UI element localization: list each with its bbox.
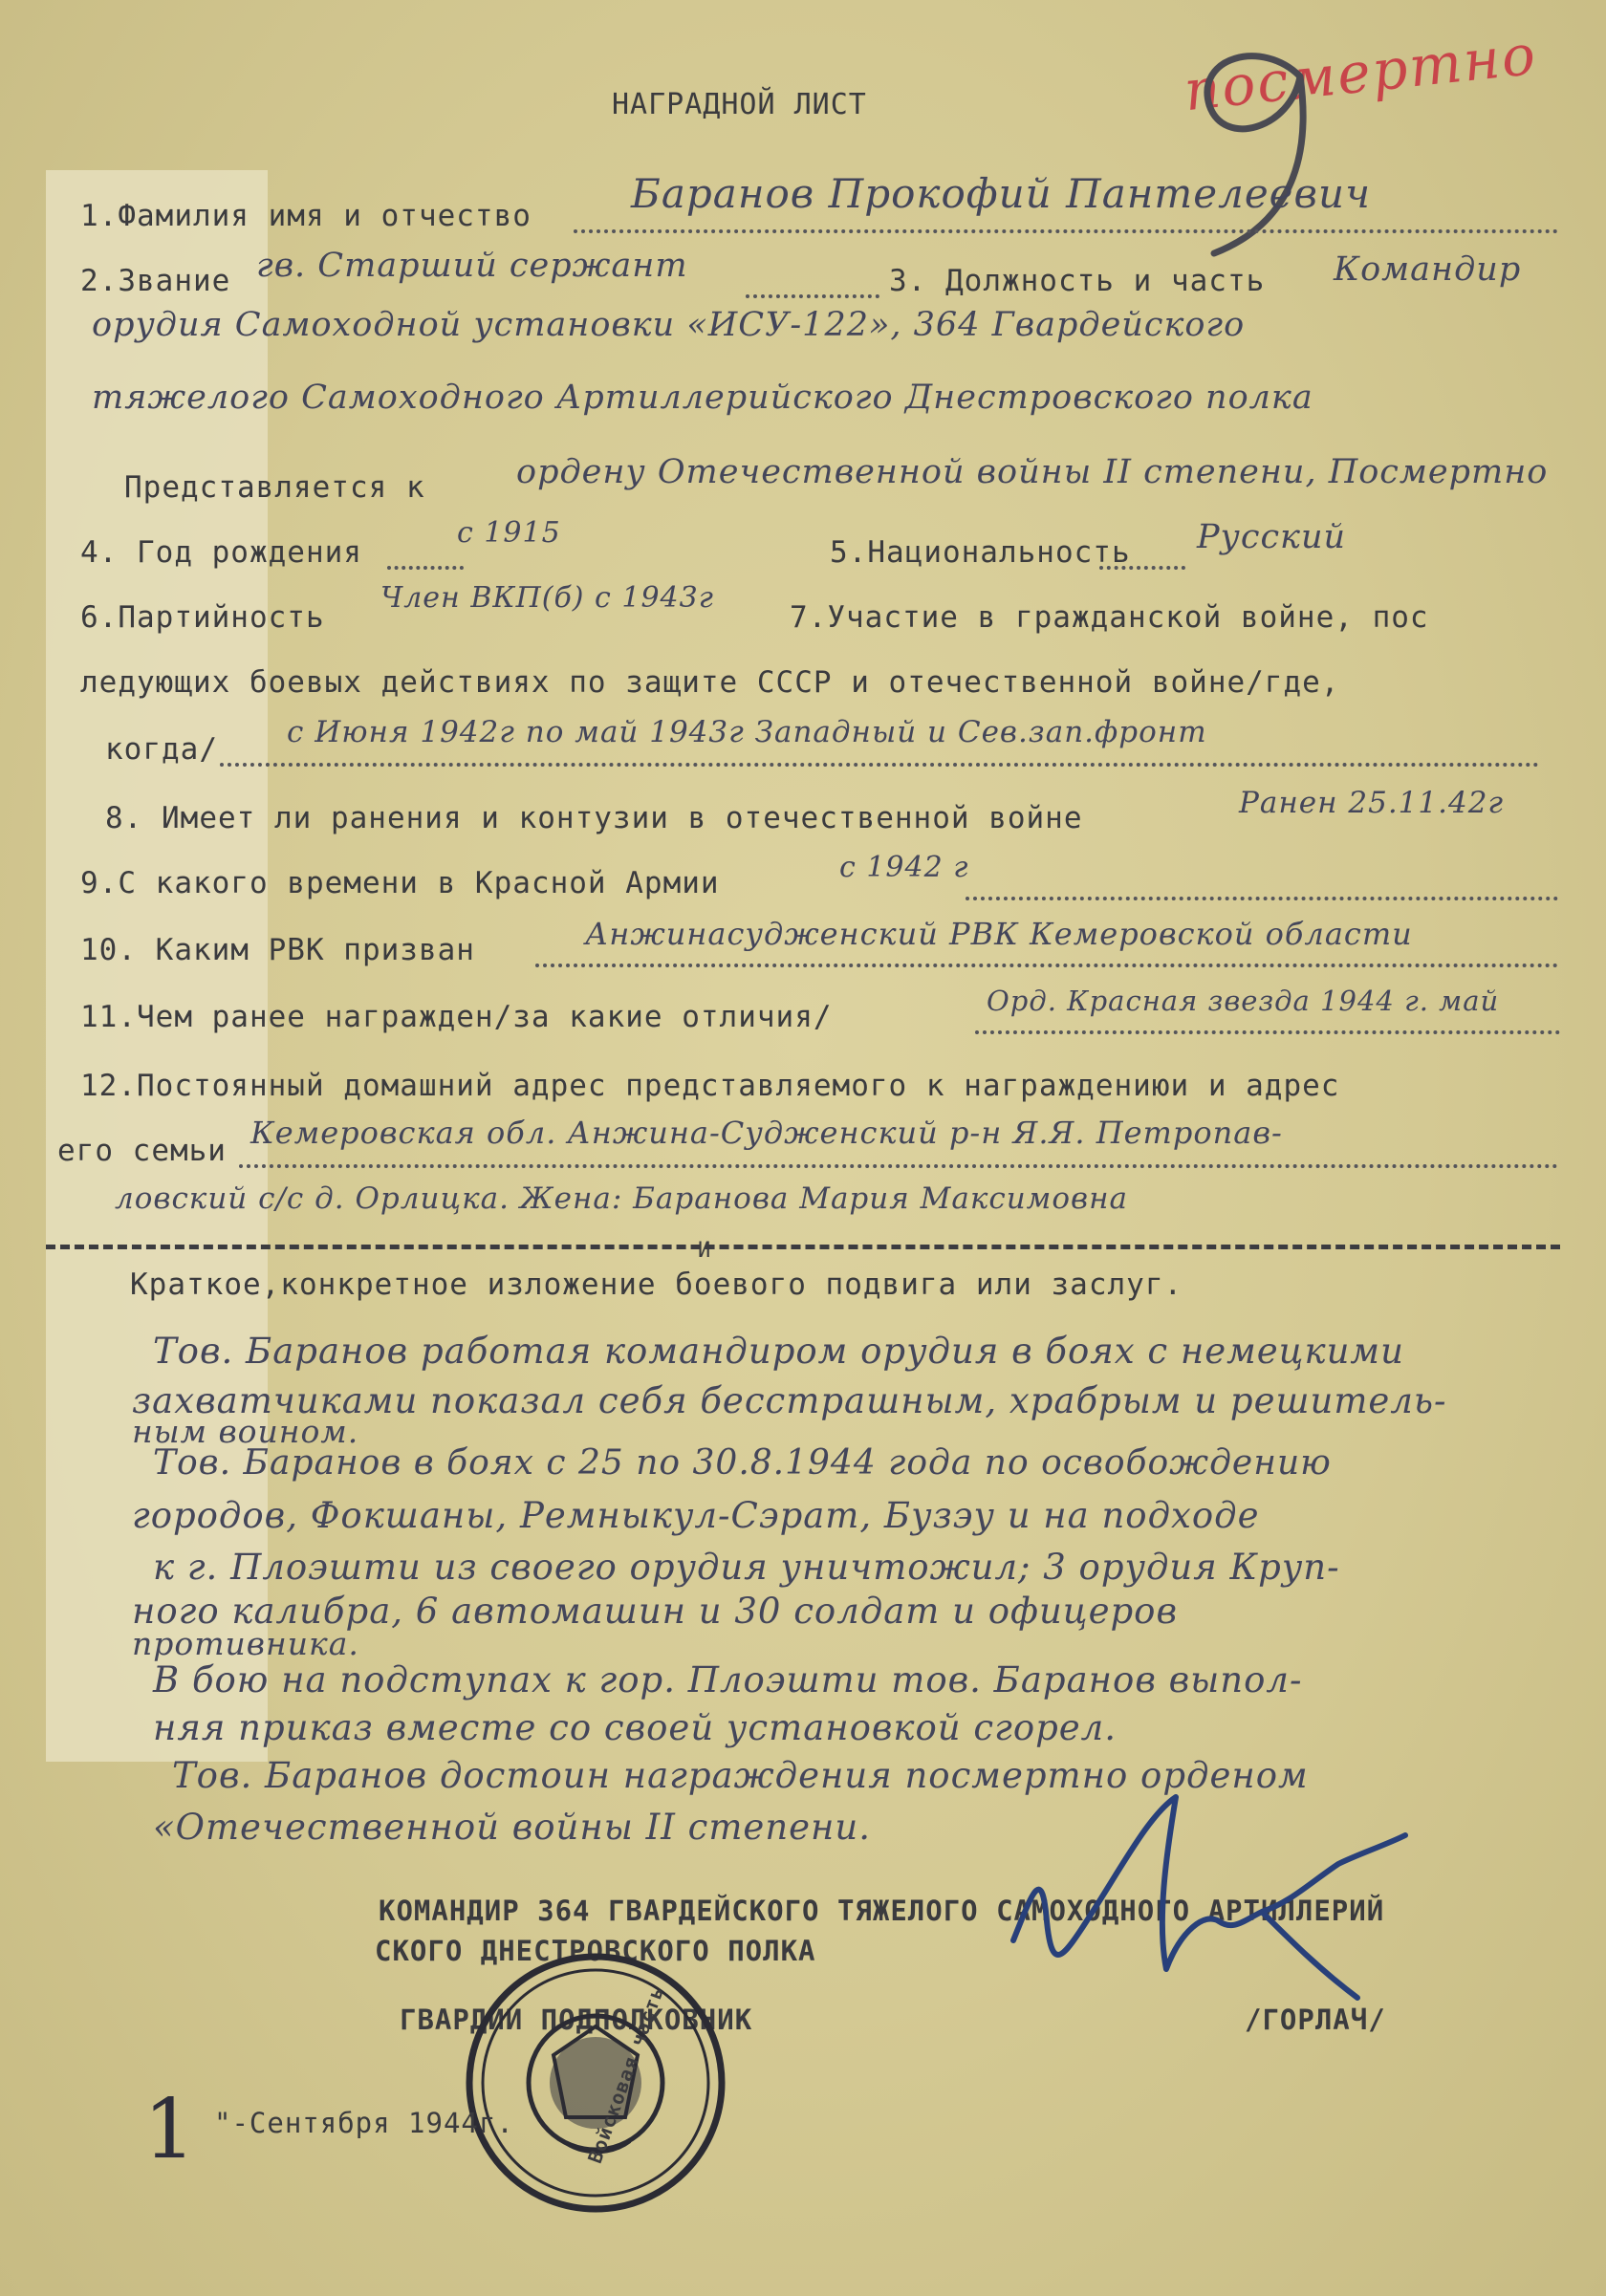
dotted-line (387, 566, 464, 570)
feat-line: противника. (132, 1625, 359, 1662)
dotted-line (966, 897, 1558, 900)
feat-line: захватчиками показал себя бесстрашным, храбрым и решитель- (132, 1380, 1447, 1421)
commander-line-1: КОМАНДИР 364 ГВАРДЕЙСКОГО ТЯЖЕЛОГО САМОХОДНОГО АРТИЛЛЕРИЙ (379, 1895, 1385, 1927)
feat-line: Тов. Баранов в боях с 25 по 30.8.1944 года по освобождению (153, 1443, 1332, 1483)
field-7-label-c: когда/ (105, 732, 218, 767)
feat-line: няя приказ вместе со своей установкой сгорел. (153, 1707, 1117, 1748)
feat-line: Тов. Баранов работая командиром орудия в боях с немецкими (153, 1331, 1404, 1372)
presented-value: ордену Отечественной войны II степени, Посмертно (516, 453, 1549, 491)
field-12-value-b: ловский с/с д. Орлицка. Жена: Баранова Мария Максимовна (115, 1181, 1128, 1216)
field-12-label-a: 12.Постоянный домашний адрес представляемого к награждениюи и адрес (80, 1069, 1340, 1103)
field-10-value: Анжинасудженский РВК Кемеровской области (585, 916, 1413, 952)
feat-line: ного калибра, 6 автомашин и 30 солдат и офицеров (132, 1591, 1178, 1632)
feat-line: ным воином. (132, 1413, 359, 1450)
field-5-value: Русский (1197, 518, 1347, 556)
field-3-value-c: тяжелого Самоходного Артиллерийского Днестровского полка (92, 379, 1313, 417)
field-9-value: с 1942 г (839, 851, 969, 884)
feat-heading: Краткое,конкретное изложение боевого подвига или заслуг. (130, 1267, 1183, 1302)
field-2-label: 2.Звание (80, 264, 231, 298)
field-10-label: 10. Каким РВК призван (80, 933, 475, 967)
feat-line: к г. Плоэшти из своего орудия уничтожил; 3 орудия Круп- (153, 1547, 1340, 1588)
commander-signature (975, 1778, 1424, 2026)
feat-line: «Отечественной войны II степени. (153, 1807, 872, 1848)
field-7-label-a: 7.Участие в гражданской войне, пос (790, 600, 1429, 635)
dotted-line (574, 229, 1558, 233)
field-3-value-b: орудия Самоходной установки «ИСУ-122», 364 Гвардейского (92, 306, 1246, 344)
field-12-label-b: его семьи (57, 1134, 227, 1168)
field-5-label: 5.Национальность (830, 535, 1131, 570)
dotted-line (746, 294, 879, 298)
section-divider (46, 1245, 1560, 1249)
and-letter: И (698, 1239, 712, 1263)
dotted-line (1099, 566, 1185, 570)
commander-rank: ГВАРДИИ ПОДПОЛКОВНИК (400, 2004, 753, 2036)
commander-name: /ГОРЛАЧ/ (1245, 2004, 1386, 2036)
dotted-line (975, 1030, 1560, 1034)
pencil-nine-mark (1157, 38, 1338, 268)
field-6-label: 6.Партийность (80, 600, 325, 635)
field-9-label: 9.С какого времени в Красной Армии (80, 866, 720, 900)
field-12-value-a: Кемеровская обл. Анжина-Судженский р-н Я.Я. Петропав- (250, 1115, 1283, 1151)
seal-caption: Войсковая часть (583, 1982, 669, 2167)
commander-line-2: СКОГО ДНЕСТРОВСКОГО ПОЛКА (375, 1935, 816, 1967)
field-7-value: с Июня 1942г по май 1943г Западный и Сев.зап.фронт (287, 715, 1207, 749)
field-6-value: Член ВКП(б) с 1943г (380, 581, 714, 615)
field-1-value: Баранов Прокофий Пантелеевич (631, 170, 1372, 217)
field-8-value: Ранен 25.11.42г (1239, 786, 1505, 820)
field-2-value: гв. Старший сержант (256, 247, 688, 285)
field-4-value: с 1915 (457, 516, 561, 550)
field-8-label: 8. Имеет ли ранения и контузии в отечественной войне (105, 801, 1083, 835)
feat-line: В бою на подступах к гор. Плоэшти тов. Баранов выпол- (153, 1659, 1303, 1700)
field-11-value: Орд. Красная звезда 1944 г. май (987, 985, 1500, 1017)
red-annotation: посмертно (1181, 21, 1540, 124)
dotted-line (535, 964, 1558, 967)
military-unit-seal (463, 1950, 728, 2216)
field-1-label: 1.Фамилия имя и отчество (80, 199, 532, 233)
date-line: "-Сентября 1944г. (214, 2107, 514, 2139)
dotted-line (239, 1164, 1558, 1168)
feat-line: городов, Фокшаны, Ремныкул-Сэрат, Бузэу и на подходе (132, 1495, 1260, 1536)
field-3-label: 3. Должность и часть (889, 264, 1266, 298)
dotted-line (220, 763, 1539, 767)
presented-label: Представляется к (124, 470, 425, 505)
document-title: НАГРАДНОЙ ЛИСТ (612, 88, 867, 121)
field-7-label-b: ледующих боевых действиях по защите СССР и отечественной войне/где, (80, 665, 1340, 700)
field-3-value-a: Командир (1334, 250, 1522, 289)
feat-line: Тов. Баранов достоин награждения посмертно орденом (172, 1755, 1309, 1796)
field-4-label: 4. Год рождения (80, 535, 362, 570)
field-11-label: 11.Чем ранее награжден/за какие отличия/ (80, 1000, 833, 1034)
date-day: 1 (143, 2082, 197, 2177)
